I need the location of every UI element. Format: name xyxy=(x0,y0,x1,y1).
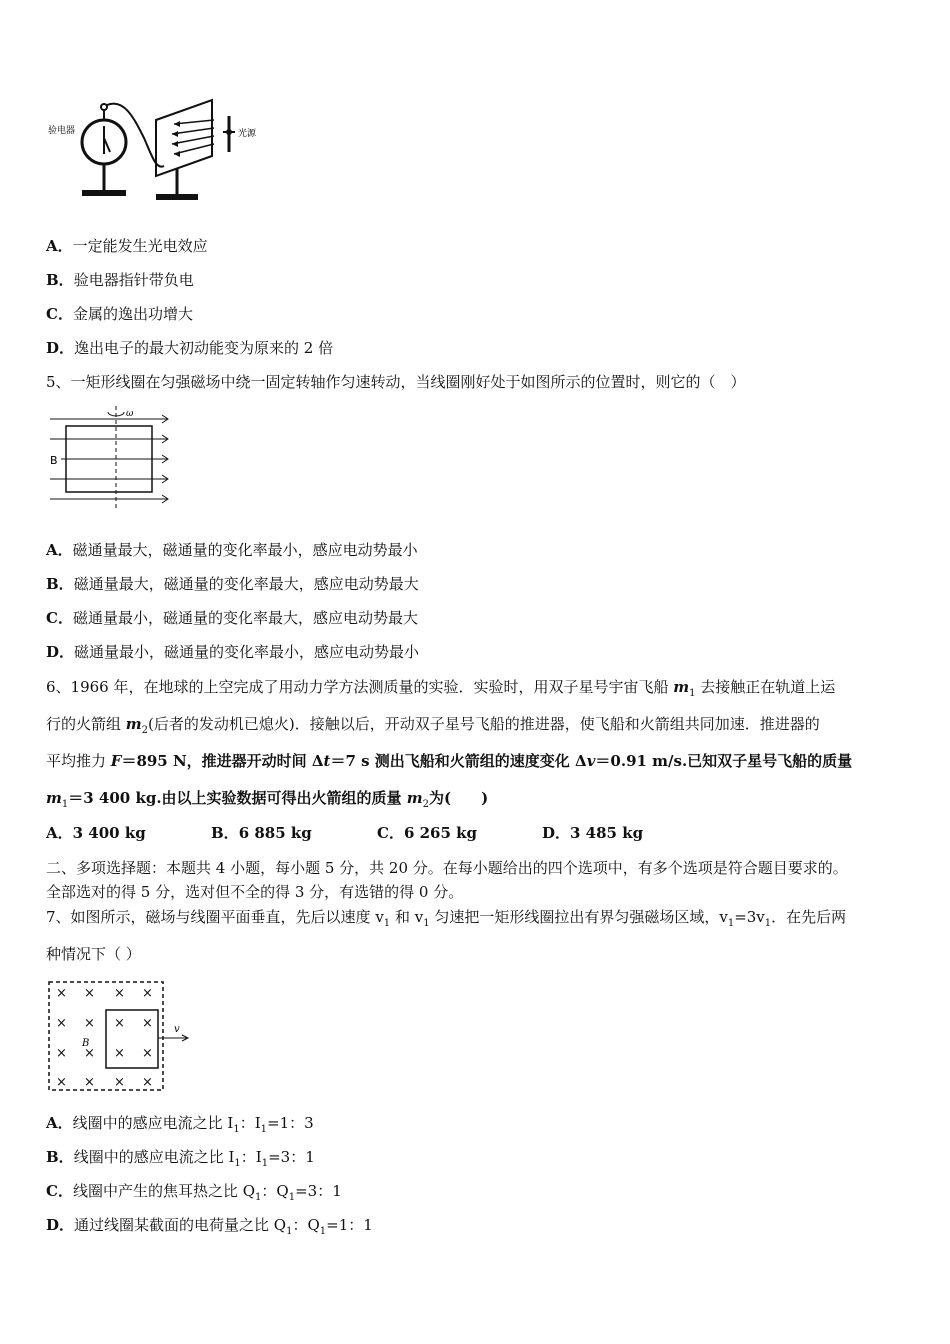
svg-text:×: × xyxy=(142,1016,153,1031)
svg-text:×: × xyxy=(142,1075,153,1090)
q6-option-d: D．3 485 kg xyxy=(542,824,644,842)
svg-text:×: × xyxy=(56,986,67,1001)
q6-line-3: 平均推力 F＝895 N，推进器开动时间 Δt＝7 s 测出飞船和火箭组的速度变化 Δv＝0.91 m/s.已知双子星号飞船的质量 xyxy=(46,752,853,770)
q5-option-c: C．磁通量最小，磁通量的变化率最大，感应电动势最大 xyxy=(46,609,418,627)
q5-stem: 5、一矩形线圈在匀强磁场中绕一固定转轴作匀速转动，当线圈刚好处于如图所示的位置时，则它的（ ） xyxy=(46,373,746,391)
svg-text:×: × xyxy=(114,1046,125,1061)
q7-option-b: B．线圈中的感应电流之比 $I_1$：$I_1=3$：1 xyxy=(46,1148,315,1169)
svg-text:×: × xyxy=(56,1075,67,1090)
svg-text:×: × xyxy=(56,1046,67,1061)
q5-option-a: A．磁通量最大，磁通量的变化率最小，感应电动势最小 xyxy=(46,541,418,559)
q7-option-c: C．线圈中产生的焦耳热之比 $Q_1$：$Q_1=3$：1 xyxy=(46,1182,342,1203)
q5-option-b: B．磁通量最大，磁通量的变化率最大，感应电动势最大 xyxy=(46,575,419,593)
q4-option-b: B．验电器指针带负电 xyxy=(46,271,194,289)
svg-text:×: × xyxy=(84,1016,95,1031)
electroscope-label: 验电器 xyxy=(48,126,76,136)
q6-line-1: 6、1966 年，在地球的上空完成了用动力学方法测质量的实验．实验时，用双子星号宇宙飞船 $m_1$ 去接触正在轨道上运 xyxy=(46,678,836,699)
velocity-label: v xyxy=(174,1024,180,1035)
q6-line-4: $m_1=3$ 400 kg.由以上实验数据可得出火箭组的质量 $m_2$为( ) xyxy=(46,789,489,810)
field-label-b: B xyxy=(50,454,58,467)
section2-heading-1: 二、多项选择题：本题共 4 小题，每小题 5 分，共 20 分。在每小题给出的四个选项中，有多个选项是符合题目要求的。 xyxy=(46,859,848,877)
magnetic-field-coil-figure xyxy=(46,978,194,1096)
light-source-label: 光源 xyxy=(238,129,257,139)
svg-text:×: × xyxy=(56,1016,67,1031)
q6-option-b: B．6 885 kg xyxy=(211,824,312,842)
svg-text:×: × xyxy=(84,1075,95,1090)
q7-option-d: D．通过线圈某截面的电荷量之比 $Q_1$：$Q_1=1$：1 xyxy=(46,1216,373,1237)
q7-line-2: 种情况下（ ） xyxy=(46,945,141,963)
q6-option-a: A．3 400 kg xyxy=(46,824,146,842)
q4-option-c: C．金属的逸出功增大 xyxy=(46,305,193,323)
svg-text:×: × xyxy=(84,1046,95,1061)
q4-option-a: A．一定能发生光电效应 xyxy=(46,237,208,255)
electroscope-figure xyxy=(44,98,274,208)
svg-text:×: × xyxy=(114,1075,125,1090)
q7-line-1: 7、如图所示，磁场与线圈平面垂直，先后以速度 $v_1$ 和 $v_1$ 匀速把一矩形线圈拉出有界匀强磁场区域，$v_1=3v_1$．在先后两 xyxy=(46,908,847,929)
q6-option-c: C．6 265 kg xyxy=(377,824,478,842)
q4-option-d: D．逸出电子的最大初动能变为原来的 2 倍 xyxy=(46,339,334,357)
svg-text:×: × xyxy=(84,986,95,1001)
field-label-b-q7: B xyxy=(82,1038,90,1049)
svg-text:×: × xyxy=(142,986,153,1001)
q5-option-d: D．磁通量最小，磁通量的变化率最小，感应电动势最小 xyxy=(46,643,420,661)
omega-label: ω xyxy=(126,409,134,419)
q7-option-a: A．线圈中的感应电流之比 $I_1$：$I_1=1$：3 xyxy=(46,1114,314,1135)
svg-text:×: × xyxy=(114,1016,125,1031)
svg-text:×: × xyxy=(114,986,125,1001)
rotating-coil-figure xyxy=(46,404,178,512)
section2-heading-2: 全部选对的得 5 分，选对但不全的得 3 分，有选错的得 0 分。 xyxy=(46,883,464,901)
svg-text:×: × xyxy=(142,1046,153,1061)
q6-line-2: 行的火箭组 $m_2$(后者的发动机已熄火)．接触以后，开动双子星号飞船的推进器，使飞船和火箭组共同加速．推进器的 xyxy=(46,715,820,736)
